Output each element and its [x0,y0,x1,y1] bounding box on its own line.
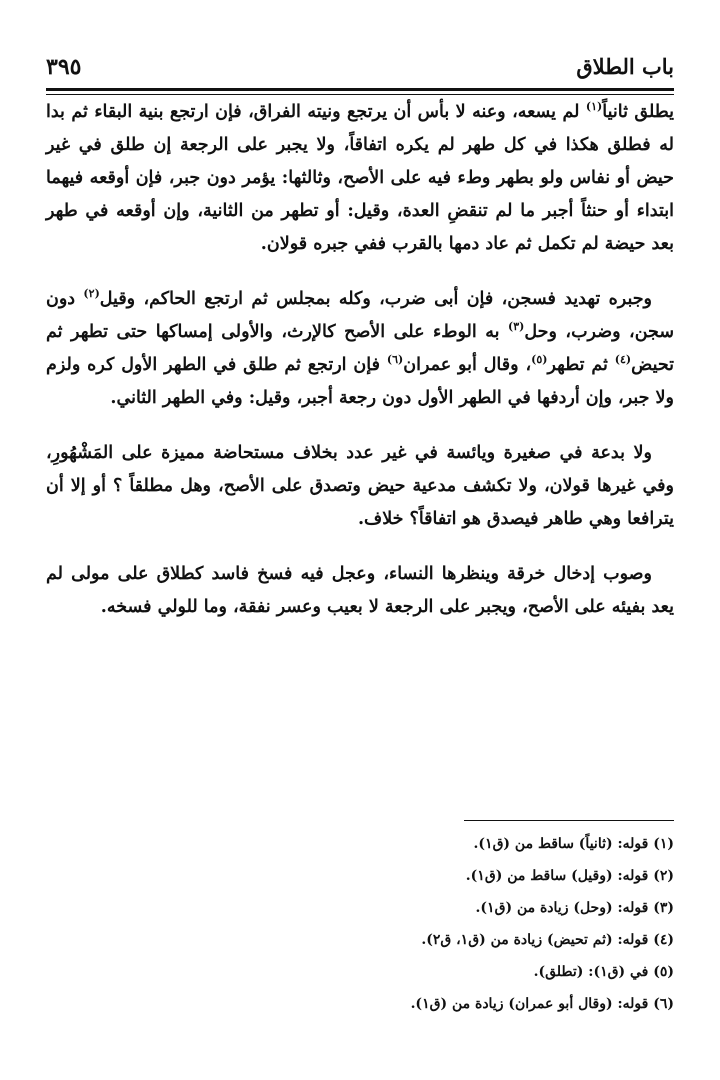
footnote-separator [464,820,674,821]
footnote-ref: (٢) [83,287,100,301]
running-title: باب الطلاق [576,54,674,79]
main-text [46,96,674,646]
header-rule [46,88,674,95]
footnote-ref: (٦) [386,353,404,367]
footnote-2: (٢) قوله: (وقيل) ساقط من (ق١). [465,868,674,884]
text-run: فإن ارتجع ثم طلق في الطهر الأول كره ولزم ولا جبر، وإن أردفها في الطهر الأول دون رجعة أجبر، وقيل: وفي الطهر الثاني. [46,355,674,408]
text-run: دون سجن، وضرب، وحل [46,289,674,342]
text-run: ، وقال أبو عمران [403,355,532,375]
text-run: ولا بدعة في صغيرة ويائسة في غير عدد بخلاف مستحاضة مميزة على المَشْهُورِ، وفي غيرها قولان، ولا تكشف مدعية حيض وتصدق على الأصح، وهل مطلقاً ؟ أو إلا أن يترافعا وهي طاهر فيصدق هو اتفاقاً؟ خلاف. [46,443,674,529]
text-run: يطلق ثانياً [602,102,674,122]
paragraph-4 [46,558,674,624]
paragraph-1 [46,96,674,261]
footnote-1: (١) قوله: (ثانياً) ساقط من (ق١). [473,836,674,852]
text-run: وصوب إدخال خرقة وينظرها النساء، وعجل فيه فسخ فاسد كطلاق على مولى لم يعد بفيئه على الأصح، ويجبر على الرجعة لا بعيب وعسر نفقة، وما للولي فسخه. [46,564,674,617]
footnote-5: (٥) في (ق١): (تطلق). [533,964,674,980]
page-header [46,52,674,86]
footnote-ref: (٣) [508,320,525,334]
paragraph-3 [46,437,674,536]
text-run: لم يسعه، وعنه لا بأس أن يرتجع ونيته الفراق، فإن ارتجع بنية البقاء ثم بدا له فطلق هكذا في كل طهر لم يكره اتفاقاً، ولا يجبر على الرجعة إن طلق في غير حيض أو نفاس ولو بطهر وطء فيه على الأصح، وثالثها: يؤمر دون جبر، فإن أوقعه فيهما ابتداء أو حنثاً أجبر ما لم تنقضِ العدة، وقيل: أو تطهر من الثانية، وإن أوقعه في طهر بعد حيضة لم تكمل ثم عاد دمها بالقرب ففي جبره قولان. [46,102,674,254]
text-run: به الوطء على الأصح كالإرث، والأولى إمساكها حتى تطهر ثم تحيض [46,322,675,375]
footnote-4: (٤) قوله: (ثم تحيض) زيادة من (ق١، ق٢). [421,932,674,948]
footnote-3: (٣) قوله: (وحل) زيادة من (ق١). [475,900,674,916]
page-number: ٣٩٥ [46,54,82,80]
footnote-6: (٦) قوله: (وقال أبو عمران) زيادة من (ق١). [410,996,674,1012]
text-run: ثم تطهر [547,355,615,375]
footnote-ref: (٥) [531,353,548,367]
text-run: وجبره تهديد فسجن، فإن أبى ضرب، وكله بمجلس ثم ارتجع الحاكم، وقيل [99,289,652,309]
footnotes [46,828,674,1020]
footnote-ref: (٤) [614,353,632,367]
footnote-ref: (١) [585,100,603,114]
paragraph-2 [46,283,674,415]
